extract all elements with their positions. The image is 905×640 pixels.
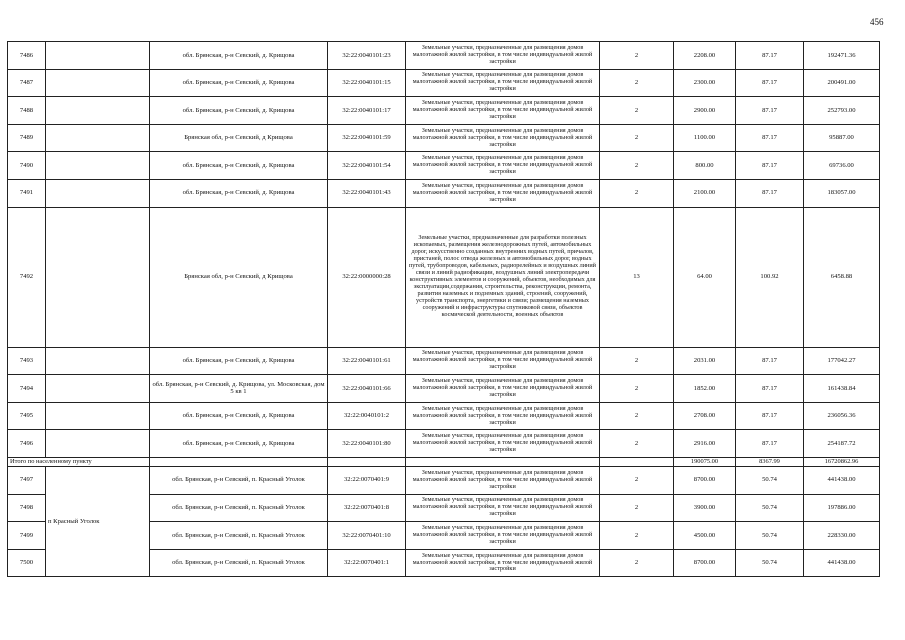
cadastral-number-cell: 32:22:0070401:10 bbox=[328, 522, 406, 550]
cadastral-value-cell: 200491.00 bbox=[804, 69, 880, 97]
land-use-cell: Земельные участки, предназначенные для размещения домов малоэтажной жилой застройки, в том числе индивидуальной жилой застройки bbox=[406, 179, 600, 207]
land-use-cell: Земельные участки, предназначенные для размещения домов малоэтажной жилой застройки, в том числе индивидуальной жилой застройки bbox=[406, 402, 600, 430]
land-use-cell: Земельные участки, предназначенные для размещения домов малоэтажной жилой застройки, в том числе индивидуальной жилой застройки bbox=[406, 466, 600, 494]
land-use-cell: Земельные участки, предназначенные для размещения домов малоэтажной жилой застройки, в том числе индивидуальной жилой застройки bbox=[406, 152, 600, 180]
land-use-cell: Земельные участки, предназначенные для размещения домов малоэтажной жилой застройки, в том числе индивидуальной жилой застройки bbox=[406, 42, 600, 70]
total-rate: 8367.99 bbox=[736, 457, 804, 466]
group-code-cell: 2 bbox=[600, 466, 674, 494]
specific-value-cell: 100.92 bbox=[736, 207, 804, 347]
group-code-cell: 2 bbox=[600, 152, 674, 180]
row-number: 7493 bbox=[8, 347, 46, 375]
land-use-cell: Земельные участки, предназначенные для размещения домов малоэтажной жилой застройки, в том числе индивидуальной жилой застройки bbox=[406, 69, 600, 97]
cadastral-value-cell: 192471.36 bbox=[804, 42, 880, 70]
table-row bbox=[8, 124, 880, 152]
group-code-cell: 2 bbox=[600, 549, 674, 577]
total-row bbox=[8, 457, 880, 466]
area-cell: 1100.00 bbox=[674, 124, 736, 152]
specific-value-cell: 87.17 bbox=[736, 42, 804, 70]
cadastral-number-cell: 32:22:0070401:8 bbox=[328, 494, 406, 522]
specific-value-cell: 87.17 bbox=[736, 430, 804, 458]
group-code-cell: 2 bbox=[600, 375, 674, 403]
cadastral-value-cell: 197886.00 bbox=[804, 494, 880, 522]
cadastral-value-cell: 252793.00 bbox=[804, 97, 880, 125]
address-cell: обл. Брянская, р-н Севский, д. Крищова bbox=[150, 97, 328, 125]
cadastral-value-cell: 183057.00 bbox=[804, 179, 880, 207]
address-cell: обл. Брянская, р-н Севский, п. Красный Уголок bbox=[150, 466, 328, 494]
cadastral-number-cell: 32:22:0040101:2 bbox=[328, 402, 406, 430]
group-code-cell: 2 bbox=[600, 430, 674, 458]
row-number: 7498 bbox=[8, 494, 46, 522]
land-use-cell: Земельные участки, предназначенные для размещения домов малоэтажной жилой застройки, в том числе индивидуальной жилой застройки bbox=[406, 430, 600, 458]
cadastral-value-cell: 177042.27 bbox=[804, 347, 880, 375]
table-row bbox=[8, 466, 880, 494]
area-cell: 2900.00 bbox=[674, 97, 736, 125]
settlement-cell bbox=[46, 402, 150, 430]
settlement-cell bbox=[46, 124, 150, 152]
cadastral-number-cell: 32:22:0040101:80 bbox=[328, 430, 406, 458]
settlement-cell bbox=[46, 375, 150, 403]
address-cell: обл. Брянская, р-н Севский, д. Крищова, ул. Московская, дом 5 кв 1 bbox=[150, 375, 328, 403]
row-number: 7491 bbox=[8, 179, 46, 207]
settlement-cell bbox=[46, 430, 150, 458]
total-value: 16720862.96 bbox=[804, 457, 880, 466]
table-row bbox=[8, 402, 880, 430]
group-code-cell: 2 bbox=[600, 522, 674, 550]
address-cell: Брянская обл, р-н Севский, д Крищова bbox=[150, 124, 328, 152]
row-number: 7492 bbox=[8, 207, 46, 347]
total-area: 190075.00 bbox=[674, 457, 736, 466]
table-row bbox=[8, 347, 880, 375]
table-row bbox=[8, 375, 880, 403]
area-cell: 2916.00 bbox=[674, 430, 736, 458]
row-number: 7494 bbox=[8, 375, 46, 403]
total-empty-cat bbox=[600, 457, 674, 466]
cadastral-value-cell: 6458.88 bbox=[804, 207, 880, 347]
table-row bbox=[8, 69, 880, 97]
cadastral-number-cell: 32:22:0070401:1 bbox=[328, 549, 406, 577]
specific-value-cell: 87.17 bbox=[736, 152, 804, 180]
specific-value-cell: 87.17 bbox=[736, 402, 804, 430]
address-cell: обл. Брянская, р-н Севский, п. Красный Уголок bbox=[150, 549, 328, 577]
cadastral-number-cell: 32:22:0070401:9 bbox=[328, 466, 406, 494]
cadastral-value-cell: 69736.00 bbox=[804, 152, 880, 180]
row-number: 7489 bbox=[8, 124, 46, 152]
row-number: 7500 bbox=[8, 549, 46, 577]
cadastral-number-cell: 32:22:0040101:17 bbox=[328, 97, 406, 125]
cadastral-number-cell: 32:22:0040101:23 bbox=[328, 42, 406, 70]
settlement-cell bbox=[46, 69, 150, 97]
table-row bbox=[8, 97, 880, 125]
table-row bbox=[8, 179, 880, 207]
cadastral-number-cell: 32:22:0040101:61 bbox=[328, 347, 406, 375]
area-cell: 2031.00 bbox=[674, 347, 736, 375]
address-cell: обл. Брянская, р-н Севский, п. Красный Уголок bbox=[150, 522, 328, 550]
group-code-cell: 2 bbox=[600, 402, 674, 430]
group-code-cell: 2 bbox=[600, 347, 674, 375]
address-cell: обл. Брянская, р-н Севский, д. Крищова bbox=[150, 42, 328, 70]
cadastral-number-cell: 32:22:0040101:54 bbox=[328, 152, 406, 180]
specific-value-cell: 87.17 bbox=[736, 124, 804, 152]
address-cell: обл. Брянская, р-н Севский, д. Крищова bbox=[150, 69, 328, 97]
address-cell: обл. Брянская, р-н Севский, д. Крищова bbox=[150, 430, 328, 458]
settlement-cell bbox=[46, 347, 150, 375]
cadastral-number-cell: 32:22:0040101:15 bbox=[328, 69, 406, 97]
cadastral-value-cell: 441438.00 bbox=[804, 549, 880, 577]
specific-value-cell: 87.17 bbox=[736, 375, 804, 403]
cadastral-number-cell: 32:22:0040101:59 bbox=[328, 124, 406, 152]
cadastral-value-cell: 161438.84 bbox=[804, 375, 880, 403]
row-number: 7488 bbox=[8, 97, 46, 125]
specific-value-cell: 50.74 bbox=[736, 522, 804, 550]
group-code-cell: 2 bbox=[600, 124, 674, 152]
land-use-cell: Земельные участки, предназначенные для разработки полезных ископаемых, размещения железнодорожных путей, автомобильных дорог, искусственно созданных внутренних водных путей, причалов, пристаней, полос отвода железных и автомобильных дорог, водных путей, трубопроводов, кабельных, радиорелейных и воздушных линий связи и линий радиофикации, воздушных линий электропередачи конструктивных элементов и сооружений, объектов, необходимых для эксплуатации,содержания, строительства, реконструкции, ремонта, развития наземных и подземных зданий, строений, сооружений, устройств транспорта, энергетики и связи; размещения наземных сооружений и инфраструктуры спутниковой связи, объектов космической деятельности, военных объектов bbox=[406, 207, 600, 347]
row-number: 7487 bbox=[8, 69, 46, 97]
cadastral-number-cell: 32:22:0000000:28 bbox=[328, 207, 406, 347]
address-cell: обл. Брянская, р-н Севский, д. Крищова bbox=[150, 179, 328, 207]
cadastral-value-cell: 95887.00 bbox=[804, 124, 880, 152]
settlement-cell bbox=[46, 152, 150, 180]
address-cell: обл. Брянская, р-н Севский, д. Крищова bbox=[150, 402, 328, 430]
table-body-section-a bbox=[8, 42, 880, 458]
table-total-section bbox=[8, 457, 880, 466]
settlement-cell bbox=[46, 42, 150, 70]
row-number: 7495 bbox=[8, 402, 46, 430]
land-use-cell: Земельные участки, предназначенные для размещения домов малоэтажной жилой застройки, в том числе индивидуальной жилой застройки bbox=[406, 97, 600, 125]
specific-value-cell: 50.74 bbox=[736, 466, 804, 494]
row-number: 7497 bbox=[8, 466, 46, 494]
group-code-cell: 13 bbox=[600, 207, 674, 347]
land-use-cell: Земельные участки, предназначенные для размещения домов малоэтажной жилой застройки, в том числе индивидуальной жилой застройки bbox=[406, 494, 600, 522]
area-cell: 8700.00 bbox=[674, 549, 736, 577]
group-code-cell: 2 bbox=[600, 179, 674, 207]
area-cell: 2208.00 bbox=[674, 42, 736, 70]
address-cell: обл. Брянская, р-н Севский, п. Красный Уголок bbox=[150, 494, 328, 522]
area-cell: 2300.00 bbox=[674, 69, 736, 97]
settlement-cell bbox=[46, 207, 150, 347]
specific-value-cell: 87.17 bbox=[736, 347, 804, 375]
area-cell: 2708.00 bbox=[674, 402, 736, 430]
land-use-cell: Земельные участки, предназначенные для размещения домов малоэтажной жилой застройки, в том числе индивидуальной жилой застройки bbox=[406, 347, 600, 375]
land-use-cell: Земельные участки, предназначенные для размещения домов малоэтажной жилой застройки, в том числе индивидуальной жилой застройки bbox=[406, 375, 600, 403]
specific-value-cell: 87.17 bbox=[736, 69, 804, 97]
cadastral-value-cell: 441438.00 bbox=[804, 466, 880, 494]
total-label: Итого по населенному пункту bbox=[8, 457, 150, 466]
land-use-cell: Земельные участки, предназначенные для размещения домов малоэтажной жилой застройки, в том числе индивидуальной жилой застройки bbox=[406, 124, 600, 152]
area-cell: 1852.00 bbox=[674, 375, 736, 403]
cadastral-value-cell: 236056.36 bbox=[804, 402, 880, 430]
address-cell: Брянская обл, р-н Севский, д Крищова bbox=[150, 207, 328, 347]
row-number: 7496 bbox=[8, 430, 46, 458]
area-cell: 4500.00 bbox=[674, 522, 736, 550]
area-cell: 3900.00 bbox=[674, 494, 736, 522]
table-row bbox=[8, 430, 880, 458]
total-empty-use bbox=[406, 457, 600, 466]
total-empty-cad bbox=[328, 457, 406, 466]
specific-value-cell: 87.17 bbox=[736, 179, 804, 207]
specific-value-cell: 50.74 bbox=[736, 494, 804, 522]
settlement-cell bbox=[46, 97, 150, 125]
row-number: 7486 bbox=[8, 42, 46, 70]
group-code-cell: 2 bbox=[600, 494, 674, 522]
settlement-cell: п Красный Уголок bbox=[46, 466, 150, 576]
cadastral-value-cell: 254187.72 bbox=[804, 430, 880, 458]
area-cell: 8700.00 bbox=[674, 466, 736, 494]
area-cell: 2100.00 bbox=[674, 179, 736, 207]
area-cell: 800.00 bbox=[674, 152, 736, 180]
address-cell: обл. Брянская, р-н Севский, д. Крищова bbox=[150, 152, 328, 180]
land-use-cell: Земельные участки, предназначенные для размещения домов малоэтажной жилой застройки, в том числе индивидуальной жилой застройки bbox=[406, 549, 600, 577]
table-row bbox=[8, 42, 880, 70]
table-row bbox=[8, 152, 880, 180]
land-use-cell: Земельные участки, предназначенные для размещения домов малоэтажной жилой застройки, в том числе индивидуальной жилой застройки bbox=[406, 522, 600, 550]
row-number: 7499 bbox=[8, 522, 46, 550]
page-number: 456 bbox=[870, 17, 884, 27]
group-code-cell: 2 bbox=[600, 97, 674, 125]
area-cell: 64.00 bbox=[674, 207, 736, 347]
cadastral-value-table bbox=[7, 41, 880, 577]
row-number: 7490 bbox=[8, 152, 46, 180]
table-body-section-b bbox=[8, 466, 880, 576]
total-empty-addr bbox=[150, 457, 328, 466]
cadastral-number-cell: 32:22:0040101:43 bbox=[328, 179, 406, 207]
settlement-cell bbox=[46, 179, 150, 207]
group-code-cell: 2 bbox=[600, 42, 674, 70]
cadastral-number-cell: 32:22:0040101:66 bbox=[328, 375, 406, 403]
table-row bbox=[8, 207, 880, 347]
specific-value-cell: 50.74 bbox=[736, 549, 804, 577]
cadastral-value-cell: 228330.00 bbox=[804, 522, 880, 550]
group-code-cell: 2 bbox=[600, 69, 674, 97]
address-cell: обл. Брянская, р-н Севский, д. Крищова bbox=[150, 347, 328, 375]
specific-value-cell: 87.17 bbox=[736, 97, 804, 125]
